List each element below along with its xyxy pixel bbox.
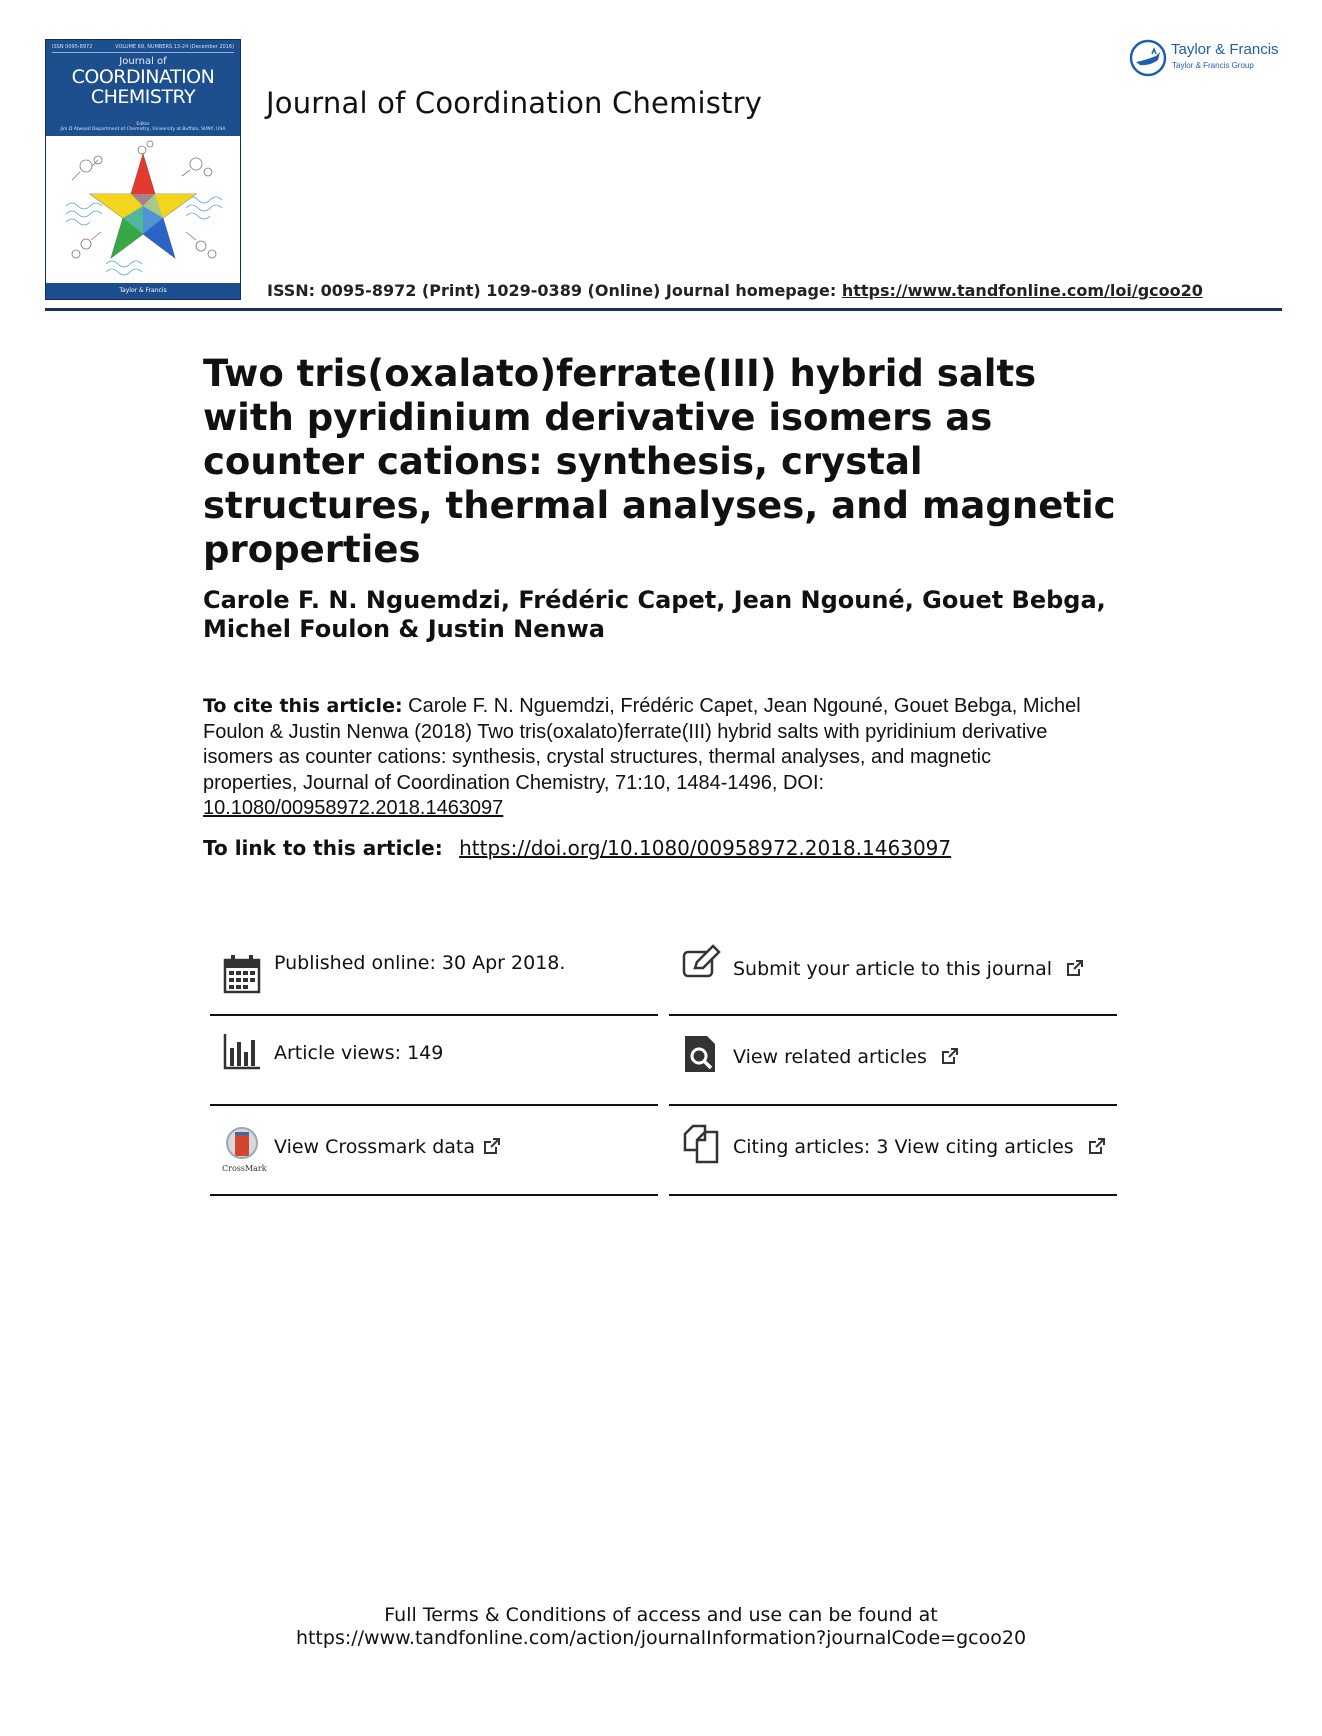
edit-icon: [681, 944, 721, 984]
journal-cover-image: [45, 39, 241, 300]
related-articles-text: View related articles: [733, 1046, 927, 1068]
article-title: Two tris(oxalato)ferrate(III) hybrid salts with pyridinium derivative isomers as counter cations: synthesis, crystal structures, thermal analyses, and magnetic properties: [203, 352, 1116, 571]
citation-label: To cite this article:: [203, 695, 403, 717]
external-link-icon: [1088, 1137, 1106, 1155]
article-views-cell: [210, 1018, 658, 1106]
submit-article-link[interactable]: [733, 958, 1084, 980]
terms-line: Full Terms & Conditions of access and use can be found at: [384, 1604, 938, 1626]
crossmark-icon: [222, 1126, 262, 1166]
issn-text: ISSN: 0095-8972 (Print) 1029-0389 (Online) Journal homepage:: [267, 281, 837, 300]
issn-line: [267, 281, 1203, 300]
cover-title-line1: COORDINATION: [71, 66, 215, 88]
cover-publisher: Taylor & Francis: [46, 283, 240, 299]
article-views-text: Article views: 149: [274, 1042, 444, 1064]
terms-footer: [0, 1604, 1322, 1650]
citation-text: Carole F. N. Nguemdzi, Frédéric Capet, Jean Ngouné, Gouet Bebga, Michel Foulon & Justin Nenwa (2018) Two tris(oxalato)ferrate(III) hybrid salts with pyridinium derivative isomers as counter cations: synthesis, crystal structures, thermal analyses, and magnetic properties, Journal of Coordination Chemistry, 71:10, 1484-1496, DOI:: [203, 695, 1081, 794]
cover-journal-of: Journal of: [119, 56, 167, 67]
cover-header: [46, 40, 240, 134]
cover-meta: [52, 44, 234, 53]
divider: [210, 1194, 658, 1196]
external-link-icon: [1066, 959, 1084, 977]
article-link-line: [203, 836, 951, 860]
star-molecule-illustration: [46, 136, 240, 284]
submit-article-cell[interactable]: [669, 928, 1117, 1016]
divider: [669, 1104, 1117, 1106]
publisher-group: Taylor & Francis Group: [1172, 61, 1254, 70]
external-link-icon: [941, 1047, 959, 1065]
cover-editor-label: Editor: [136, 122, 150, 127]
citing-documents-icon: [681, 1124, 721, 1164]
article-authors: Carole F. N. Nguemdzi, Frédéric Capet, Jean Ngouné, Gouet Bebga, Michel Foulon & Justin Nenwa: [203, 586, 1106, 643]
crossmark-cell[interactable]: [210, 1108, 658, 1196]
submit-article-text: Submit your article to this journal: [733, 958, 1053, 980]
crossmark-text: View Crossmark data: [274, 1136, 476, 1158]
article-doi-link[interactable]: https://doi.org/10.1080/00958972.2018.1463097: [459, 836, 952, 860]
divider: [210, 1104, 658, 1106]
divider: [210, 1014, 658, 1016]
divider: [669, 1194, 1117, 1196]
cover-title: [46, 67, 240, 107]
citing-articles-link[interactable]: [733, 1136, 1106, 1158]
journal-title: Journal of Coordination Chemistry: [266, 86, 763, 120]
cover-editor-name: Jim D Atwood Department of Chemistry, University at Buffalo, SUNY, USA: [60, 127, 226, 132]
cover-title-line2: CHEMISTRY: [90, 86, 196, 108]
divider: [669, 1014, 1117, 1016]
cover-editor: [46, 122, 240, 132]
journal-homepage-link[interactable]: https://www.tandfonline.com/loi/gcoo20: [841, 281, 1203, 300]
cover-volume: VOLUME 69, NUMBERS 13-24 (December 2016): [115, 44, 234, 50]
citing-articles-text: Citing articles: 3 View citing articles: [733, 1136, 1074, 1158]
cover-artwork: [46, 136, 240, 284]
crossmark-link[interactable]: [274, 1136, 501, 1158]
crossmark-caption: CrossMark: [222, 1164, 267, 1173]
citation-doi-link[interactable]: 10.1080/00958972.2018.1463097: [203, 797, 504, 819]
header-rule: [45, 308, 1282, 311]
citation-block: [203, 694, 1083, 822]
publisher-name: Taylor & Francis: [1171, 41, 1279, 58]
calendar-icon: [222, 954, 262, 994]
bar-chart-icon: [222, 1032, 262, 1072]
document-search-icon: [681, 1034, 721, 1074]
published-online-cell: [210, 928, 658, 1016]
related-articles-cell[interactable]: [669, 1018, 1117, 1106]
article-link-label: To link to this article:: [203, 836, 443, 860]
external-link-icon: [483, 1137, 501, 1155]
cover-issn: ISSN 0095-8972: [52, 44, 93, 50]
related-articles-link[interactable]: [733, 1046, 959, 1068]
published-online-text: Published online: 30 Apr 2018.: [274, 952, 566, 974]
terms-url[interactable]: https://www.tandfonline.com/action/journalInformation?journalCode=gcoo20: [295, 1627, 1027, 1649]
taylor-francis-lamp-icon: [1128, 38, 1168, 78]
citing-articles-cell[interactable]: [669, 1108, 1117, 1196]
